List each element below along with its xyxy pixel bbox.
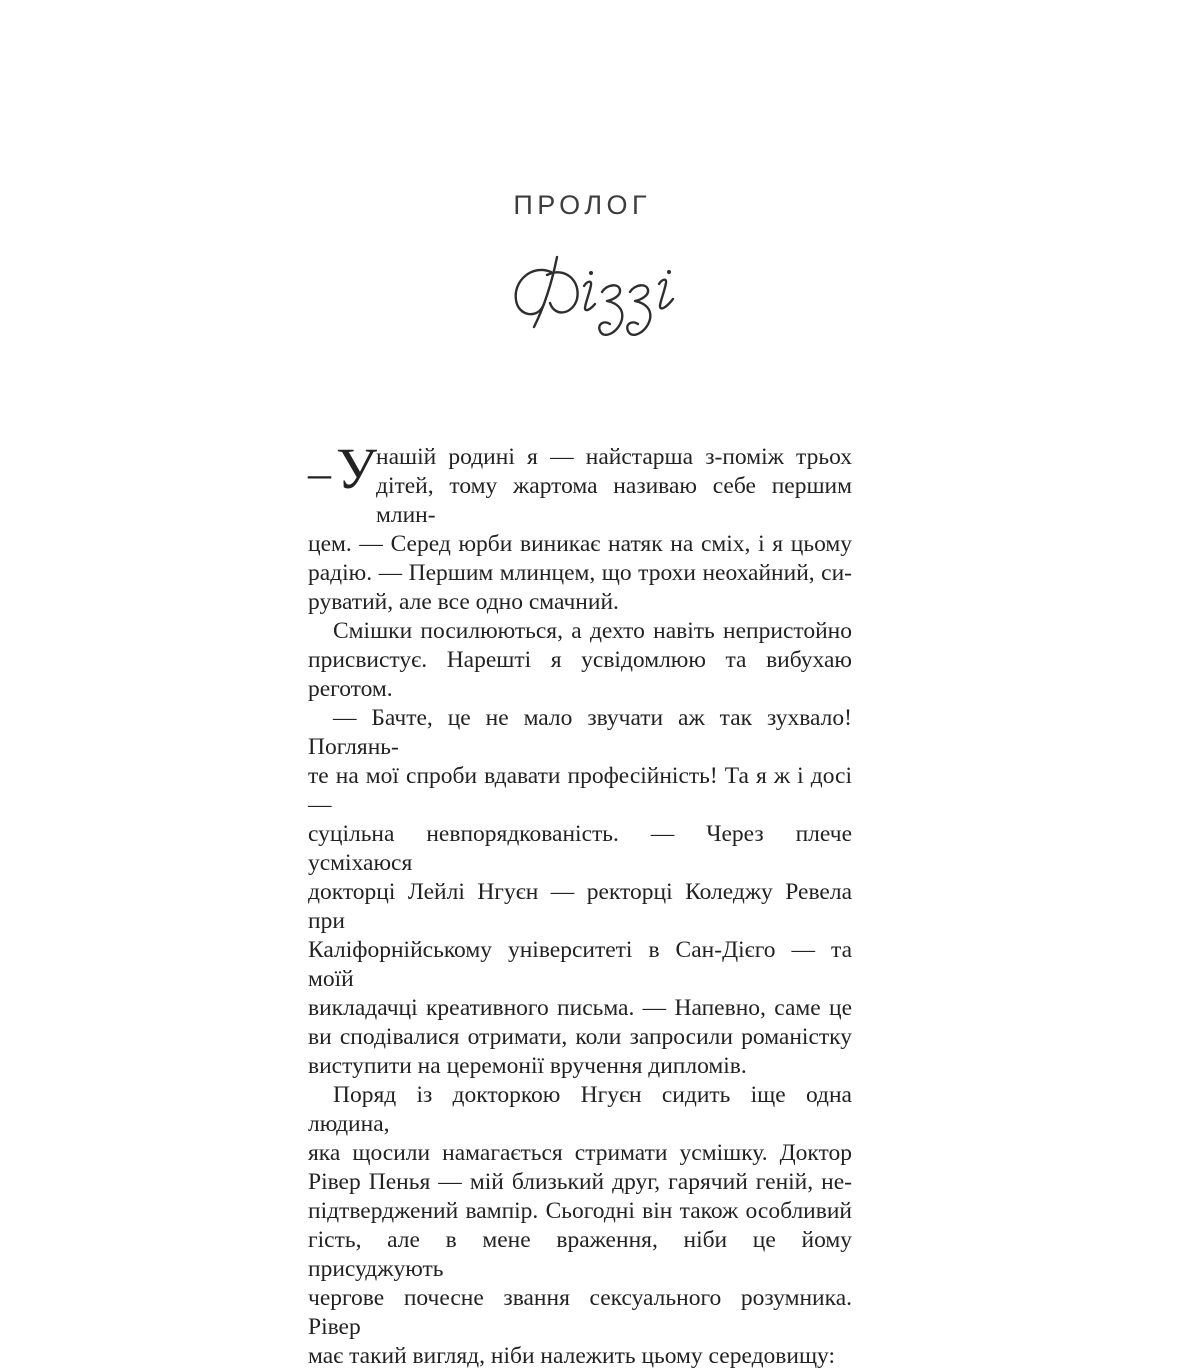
text-line: цем. — Серед юрби виникає натяк на сміх, і я цьому: [308, 531, 852, 557]
paragraph: [308, 704, 852, 1081]
text-line: чергове почесне звання сексуального розумника. Рівер: [308, 1285, 852, 1340]
text-line: ви сподівалися отримати, коли запросили романістку: [308, 1024, 852, 1050]
text-line: те на мої спроби вдавати професійність! Та я ж і досі —: [308, 763, 852, 818]
text-line: дітей, тому жартома називаю себе першим млин-: [376, 473, 852, 528]
text-line: нашій родині я — найстарша з-поміж трьох: [376, 444, 852, 470]
text-line: Каліфорнійському університеті в Сан-Дієго — та моїй: [308, 937, 852, 992]
text-line: суцільна невпорядкованість. — Через плече усміхаюся: [308, 821, 852, 876]
text-line: яка щосили намагається стримати усмішку. Доктор: [308, 1140, 852, 1166]
text-line: радію. — Першим млинцем, що трохи неохайний, си-: [308, 560, 852, 586]
paragraphs: [308, 443, 852, 1371]
text-line: викладачці креативного письма. — Напевно, саме це: [308, 995, 852, 1021]
text-line: руватий, але все одно смачний.: [308, 589, 619, 615]
dropcap: [308, 436, 378, 501]
script-title: [505, 251, 677, 345]
paragraph: [308, 617, 852, 704]
text-line: — Бачте, це не мало звучати аж так зухвало! Поглянь-: [308, 705, 852, 760]
paragraph: [308, 1081, 852, 1371]
text-line: Смішки посилюються, а дехто навіть непристойно: [333, 618, 852, 644]
text-line: гість, але в мене враження, ніби це йому присуджують: [308, 1227, 852, 1282]
dropcap-dash: –: [308, 447, 331, 498]
paragraph: [308, 443, 852, 617]
text-line: підтверджений вампір. Сьогодні він також особливий: [308, 1198, 852, 1224]
body-text: [308, 436, 852, 1371]
text-line: виступити на церемонії вручення дипломів.: [308, 1053, 747, 1079]
script-title-svg: [505, 251, 677, 345]
text-line: має такий вигляд, ніби належить цьому середовищу:: [308, 1343, 836, 1369]
chapter-kicker: ПРОЛОГ: [513, 190, 652, 220]
text-line: присвистує. Нарешті я усвідомлюю та вибухаю реготом.: [308, 647, 852, 702]
text-line: докторці Лейлі Нгуєн — ректорці Коледжу Ревела при: [308, 879, 852, 934]
text-line: Поряд із докторкою Нгуєн сидить іще одна людина,: [308, 1082, 852, 1137]
text-line: Рівер Пенья — мій близький друг, гарячий геній, не-: [308, 1169, 852, 1195]
dropcap-letter: У: [336, 436, 378, 501]
